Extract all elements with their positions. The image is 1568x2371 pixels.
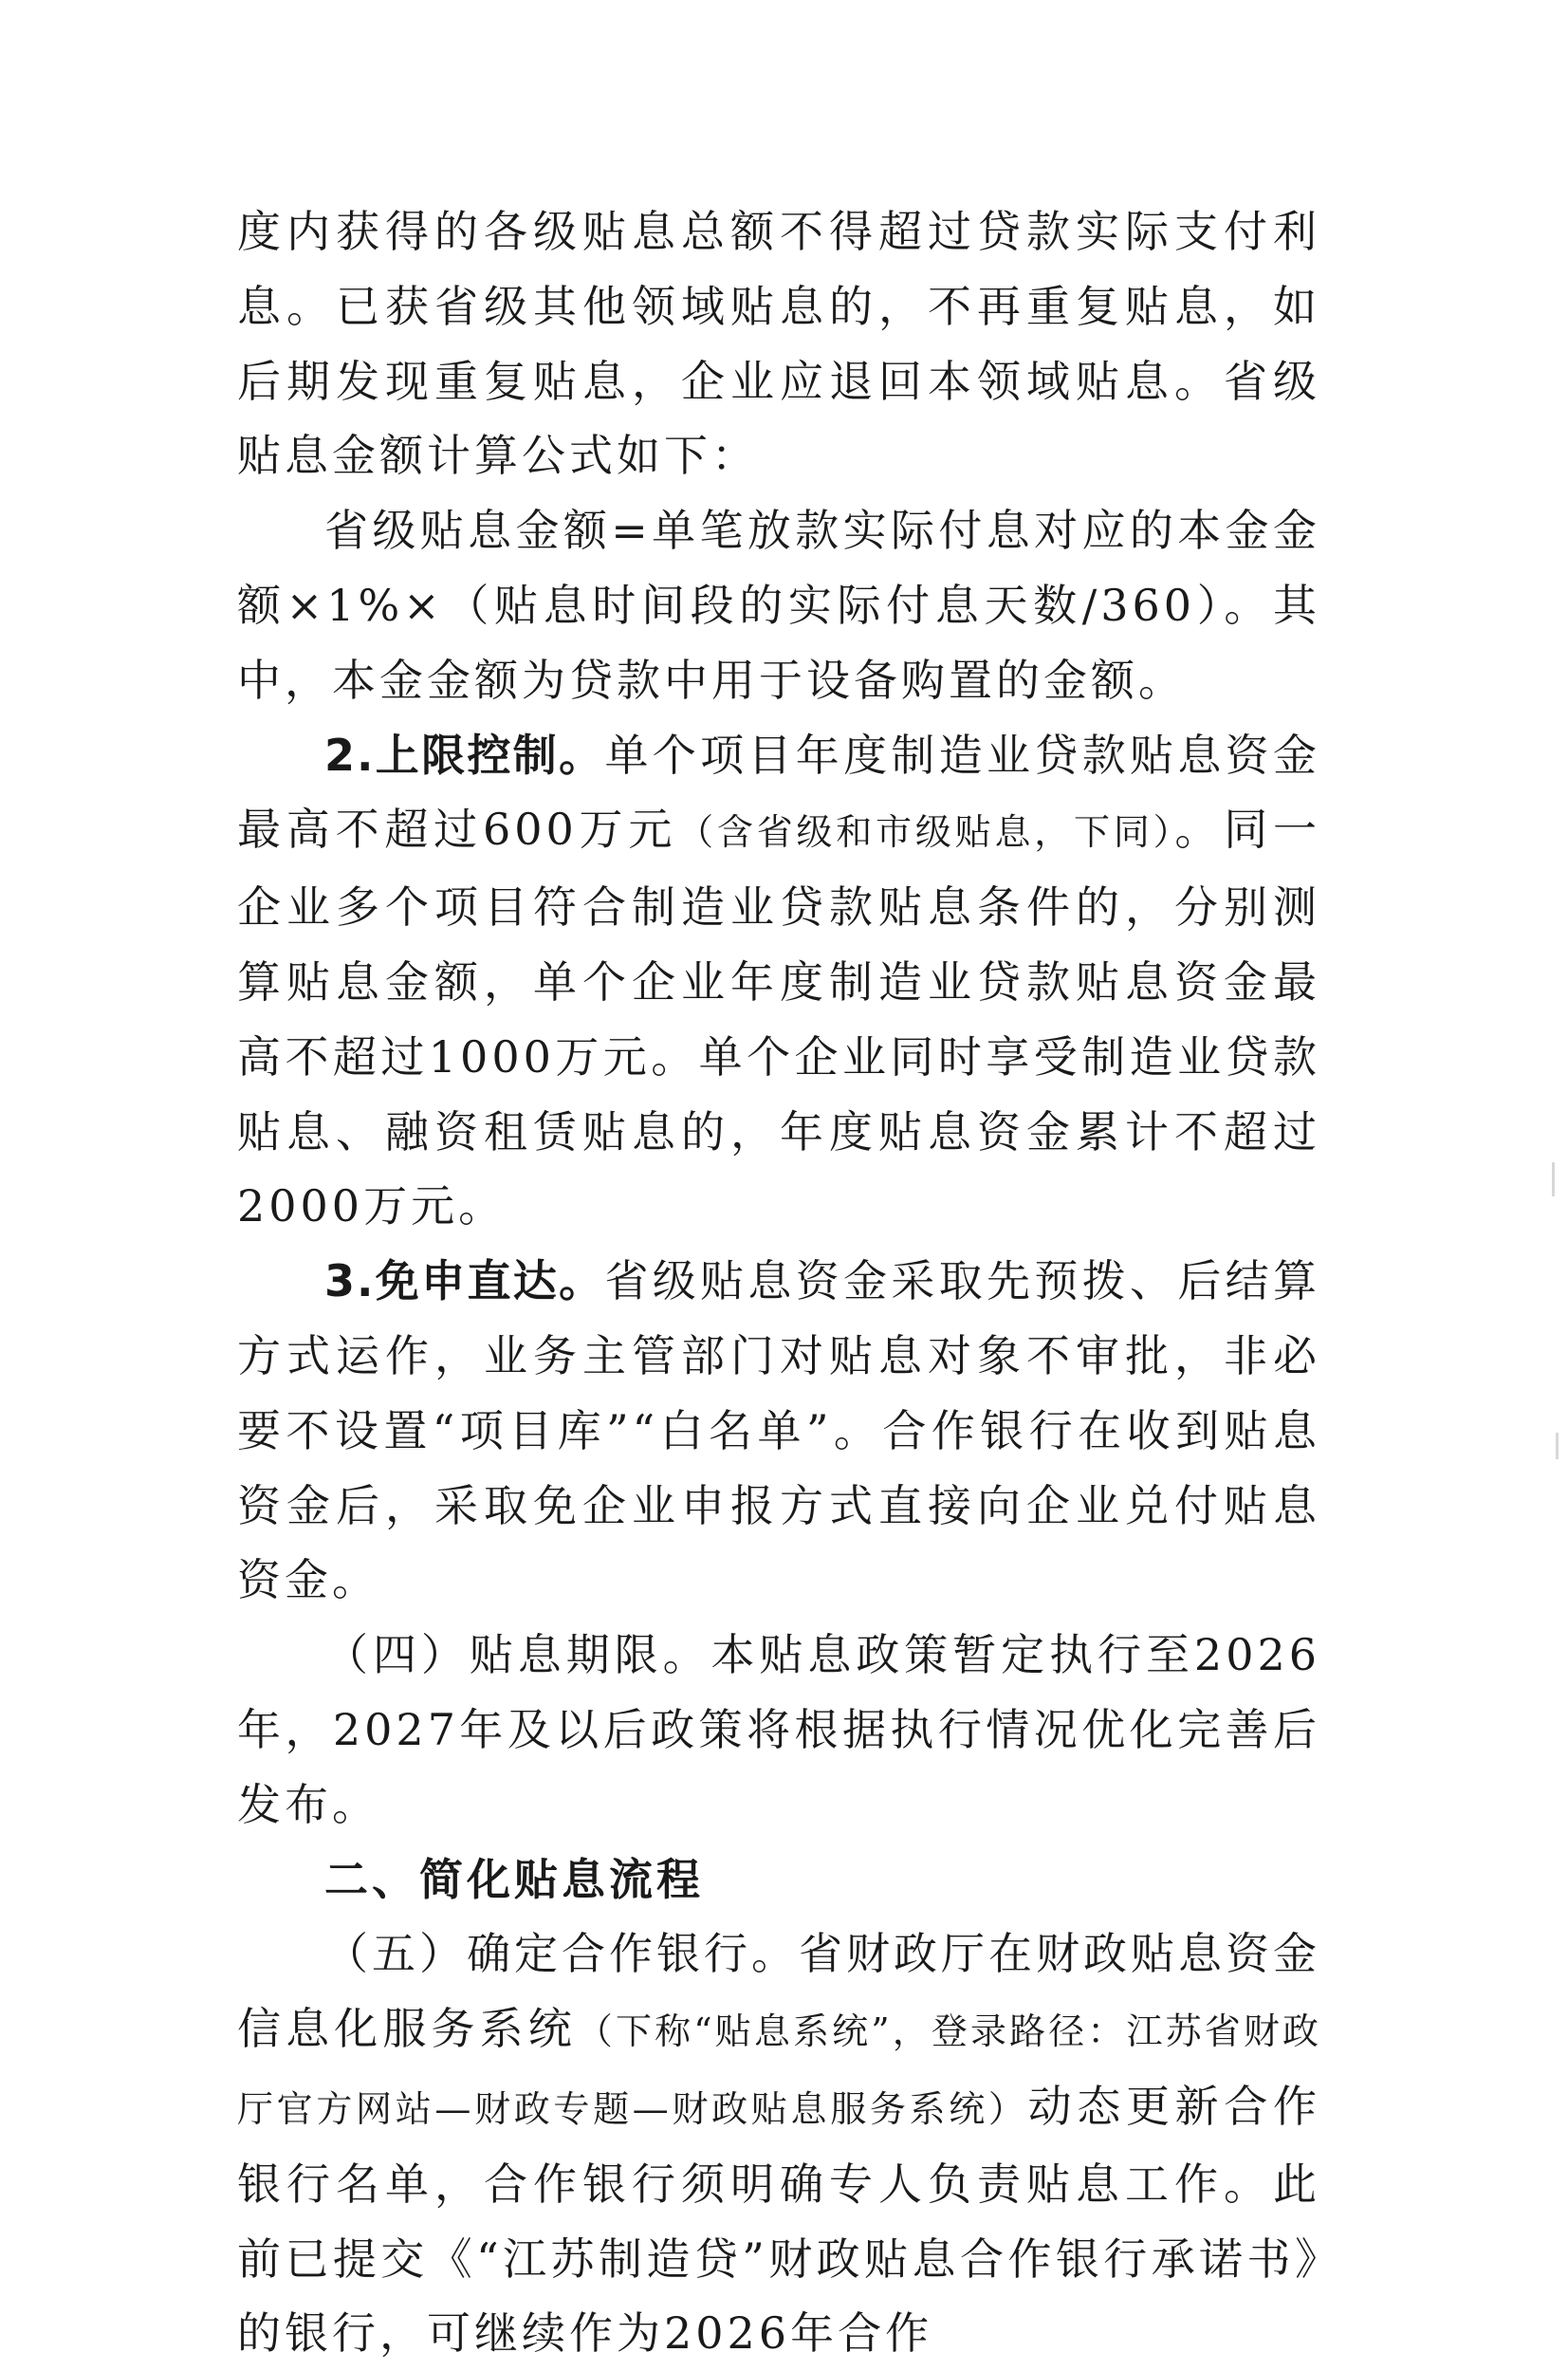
parenthetical-note: （含省级和市级贴息，下同）: [677, 811, 1175, 854]
paragraph-text: 动态更新合作银行名单，合作银行须明确专人负责贴息工作。此前已提交《“江苏制造贷”财政贴息合作银行承诺书》的银行，可继续作为2026年合作: [237, 2080, 1320, 2360]
parenthetical-note: （下称“贴息系统”，登录路径：江苏省财政厅官方网站—财政专题—财政贴息服务系统）: [237, 2010, 1321, 2130]
body-paragraph: [237, 194, 1320, 493]
paragraph-text: 度内获得的各级贴息总额不得超过贷款实际支付利息。已获省级其他领域贴息的，不再重复贴息，如后期发现重复贴息，企业应退回本领域贴息。省级贴息金额计算公式如下：: [237, 206, 1320, 482]
body-paragraph: [237, 1244, 1320, 1618]
scan-edge-mark: [1552, 1162, 1555, 1196]
paragraph-text: （四）贴息期限。本贴息政策暂定执行至2026年，2027年及以后政策将根据执行情况优化完善后发布。: [237, 1629, 1320, 1830]
paragraph-text: 二、简化贴息流程: [324, 1853, 704, 1905]
body-paragraph: [237, 1917, 1320, 2371]
section-heading: [237, 1843, 1320, 1917]
paragraph-text: 省级贴息金额=单笔放款实际付息对应的本金金额×1%×（贴息时间段的实际付息天数/360）。其中，本金金额为贷款中用于设备购置的金额。: [237, 505, 1320, 706]
body-paragraph: [237, 1618, 1320, 1842]
paragraph-lead-title: 3.免申直达。: [324, 1255, 605, 1307]
body-paragraph: [237, 493, 1320, 717]
paragraph-text: 单个项目年度制造业贷款贴息资金最高不超过600万元: [237, 729, 1320, 856]
body-paragraph: [237, 718, 1320, 1245]
document-body: [237, 194, 1320, 2371]
paragraph-text: 。同一企业多个项目符合制造业贷款贴息条件的，分别测算贴息金额，单个企业年度制造业贷款贴息资金最高不超过1000万元。单个企业同时享受制造业贷款贴息、融资租赁贴息的，年度贴息资金累计不超过2000万元。: [237, 804, 1320, 1232]
paragraph-text: （五）确定合作银行。省财政厅在财政贴息资金信息化服务系统: [237, 1928, 1320, 2055]
paragraph-text: 省级贴息资金采取先预拨、后结算方式运作，业务主管部门对贴息对象不审批，非必要不设置“项目库”“白名单”。合作银行在收到贴息资金后，采取免企业申报方式直接向企业兑付贴息资金。: [237, 1255, 1320, 1606]
scan-edge-mark: [1556, 1433, 1559, 1459]
paragraph-lead-title: 2.上限控制。: [324, 729, 605, 781]
